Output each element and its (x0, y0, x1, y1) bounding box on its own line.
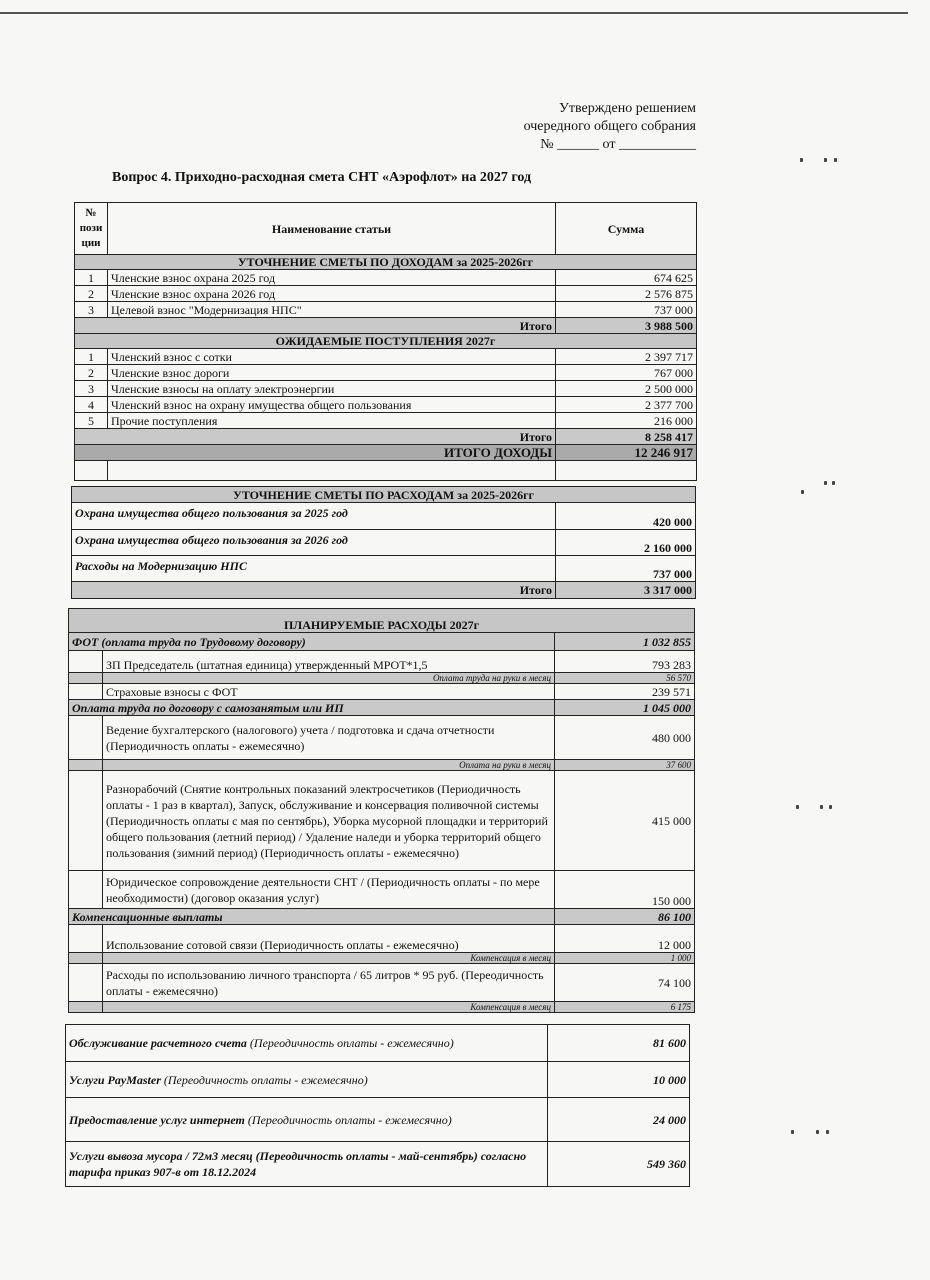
total-label: Итого (72, 582, 556, 599)
row-sum: 480 000 (555, 716, 695, 760)
row-name: Прочие поступления (108, 413, 556, 429)
empty-cell (69, 1002, 103, 1013)
service-name (66, 1025, 548, 1062)
row-sum: 2 576 875 (556, 286, 697, 302)
row-num: 1 (75, 270, 108, 286)
monthly-value: 6 175 (555, 1002, 695, 1013)
table-row (69, 964, 695, 1002)
scan-speck (826, 1130, 829, 1134)
group-name: ФОТ (оплата труда по Трудовому договору) (69, 633, 555, 651)
scan-speck (824, 481, 827, 485)
scan-speck (800, 158, 803, 162)
table-row (72, 530, 696, 556)
section-title: УТОЧНЕНИЕ СМЕТЫ ПО ДОХОДАМ за 2025-2026гг (75, 255, 697, 270)
row-sum: 2 377 700 (556, 397, 697, 413)
scan-speck (796, 805, 799, 809)
total-sum: 3 317 000 (556, 582, 696, 599)
empty-cell (69, 771, 103, 871)
service-title: Услуги PayMaster (69, 1072, 161, 1087)
group-row-fot (69, 633, 695, 651)
group-sum: 86 100 (555, 909, 695, 925)
row-name: Юридическое сопровождение деятельности СНТ / (Периодичность оплаты - по мере необходимости) (договор оказания услуг) (103, 871, 555, 909)
row-num: 3 (75, 302, 108, 318)
empty-cell (556, 461, 697, 481)
row-num: 5 (75, 413, 108, 429)
approval-block (480, 100, 696, 154)
group-sum: 1 045 000 (555, 700, 695, 716)
empty-cell (69, 716, 103, 760)
approval-line-2: очередного общего собрания (523, 119, 696, 134)
table-row (72, 556, 696, 582)
monthly-value: 37 600 (555, 760, 695, 771)
section-income-expected (75, 334, 697, 349)
group-name: Оплата труда по договору с самозанятым или ИП (69, 700, 555, 716)
row-sum: 74 100 (555, 964, 695, 1002)
total-sum: 8 258 417 (556, 429, 697, 445)
row-name: Страховые взносы с ФОТ (103, 684, 555, 700)
row-num: 3 (75, 381, 108, 397)
scan-speck (801, 490, 804, 494)
empty-cell (69, 684, 103, 700)
table-row (75, 365, 697, 381)
monthly-label: Компенсация в месяц (103, 953, 555, 964)
section-title: ПЛАНИРУЕМЫЕ РАСХОДЫ 2027г (69, 609, 695, 633)
scan-speck (824, 158, 827, 162)
service-name (66, 1062, 548, 1098)
monthly-value: 56 570 (555, 673, 695, 684)
row-sum: 150 000 (555, 871, 695, 909)
row-sum: 737 000 (556, 556, 696, 582)
table-row (69, 771, 695, 871)
section-expense-refine (72, 487, 696, 503)
service-sum: 549 360 (548, 1142, 690, 1187)
service-sum: 10 000 (548, 1062, 690, 1098)
empty-cell (69, 925, 103, 953)
table-row (69, 651, 695, 673)
row-name: ЗП Председатель (штатная единица) утвержденный МРОТ*1,5 (103, 651, 555, 673)
total-sum: 3 988 500 (556, 318, 697, 334)
section-planned (69, 609, 695, 633)
income-table (74, 202, 697, 481)
monthly-row (69, 953, 695, 964)
table-header (75, 203, 697, 255)
monthly-label: Компенсация в месяц (103, 1002, 555, 1013)
service-name (66, 1142, 548, 1187)
empty-cell (69, 760, 103, 771)
header-num: № пози ции (75, 203, 108, 255)
service-row (66, 1062, 690, 1098)
scan-speck (820, 805, 823, 809)
service-sum: 24 000 (548, 1098, 690, 1142)
service-period: (Переодичность оплаты - ежемесячно) (246, 1036, 454, 1050)
services-table (65, 1024, 690, 1187)
table-row (69, 716, 695, 760)
service-title: Обслуживание расчетного счета (69, 1036, 247, 1050)
monthly-label: Оплата труда на руки в месяц (103, 673, 555, 684)
table-row (75, 302, 697, 318)
monthly-row (69, 760, 695, 771)
service-period: (Переодичность оплаты - ежемесячно) (160, 1072, 368, 1087)
table-row (69, 925, 695, 953)
monthly-label: Оплата на руки в месяц (103, 760, 555, 771)
row-name: Целевой взнос "Модернизация НПС" (108, 302, 556, 318)
approval-line-3: № ______ от ___________ (540, 137, 696, 152)
service-title: Предоставление услуг интернет (69, 1112, 245, 1127)
approval-line-1: Утверждено решением (558, 101, 696, 116)
planned-expenses-table (68, 608, 695, 1013)
table-row (75, 381, 697, 397)
row-name: Ведение бухгалтерского (налогового) учета / подготовка и сдача отчетности (Периодичность оплаты - ежемесячно) (103, 716, 555, 760)
group-row-compensation (69, 909, 695, 925)
expense-refine-table (71, 486, 696, 599)
scan-speck (829, 805, 832, 809)
grand-total-label: ИТОГО ДОХОДЫ (75, 445, 556, 461)
empty-cell (69, 964, 103, 1002)
document-title: Вопрос 4. Приходно-расходная смета СНТ «Аэрофлот» на 2027 год (112, 170, 532, 185)
grand-total-sum: 12 246 917 (556, 445, 697, 461)
monthly-row (69, 1002, 695, 1013)
group-name: Компенсационные выплаты (69, 909, 555, 925)
service-title: Услуги вывоза мусора / 72м3 месяц (Переодичность оплаты - май-сентябрь) согласно тарифа приказ 907-в от 18.12.2024 (69, 1149, 527, 1179)
service-sum: 81 600 (548, 1025, 690, 1062)
table-row (75, 413, 697, 429)
row-sum: 12 000 (555, 925, 695, 953)
grand-total-row (75, 445, 697, 461)
row-sum: 737 000 (556, 302, 697, 318)
table-row (75, 286, 697, 302)
table-row (69, 684, 695, 700)
service-period: (Переодичность оплаты - ежемесячно) (244, 1112, 452, 1127)
row-name: Разнорабочий (Снятие контрольных показаний электросчетиков (Периодичность оплаты - 1 раз в квартал), Запуск, обслуживание и консервация поливочной системы (Периодичность оплаты с мая по сентябрь), Уборка мусорной площадки и территорий общего пользования (летний период) / Удаление наледи и уборка территорий общего пользования (зимний период) (Периодичность оплаты - ежемесячно) (103, 771, 555, 871)
top-rule (0, 12, 908, 14)
row-name: Охрана имущества общего пользования за 2025 год (72, 503, 556, 530)
total-label: Итого (75, 429, 556, 445)
header-sum: Сумма (556, 203, 697, 255)
section-title: ОЖИДАЕМЫЕ ПОСТУПЛЕНИЯ 2027г (75, 334, 697, 349)
row-sum: 793 283 (555, 651, 695, 673)
scan-speck (791, 1130, 794, 1134)
row-name: Членский взнос с сотки (108, 349, 556, 365)
total-row (72, 582, 696, 599)
row-name: Членские взнос охрана 2026 год (108, 286, 556, 302)
row-name: Расходы по использованию личного транспорта / 65 литров * 95 руб. (Переодичность оплаты - ежемесячно) (103, 964, 555, 1002)
total-label: Итого (75, 318, 556, 334)
group-sum: 1 032 855 (555, 633, 695, 651)
total-row (75, 318, 697, 334)
table-row (69, 871, 695, 909)
row-name: Использование сотовой связи (Периодичность оплаты - ежемесячно) (103, 925, 555, 953)
empty-cell (108, 461, 556, 481)
empty-cell (69, 871, 103, 909)
section-income-refine (75, 255, 697, 270)
monthly-value: 1 000 (555, 953, 695, 964)
scan-speck (834, 158, 837, 162)
row-sum: 415 000 (555, 771, 695, 871)
row-num: 1 (75, 349, 108, 365)
row-name: Членские взнос охрана 2025 год (108, 270, 556, 286)
table-row (75, 270, 697, 286)
empty-cell (69, 953, 103, 964)
scan-speck (832, 481, 835, 485)
empty-cell (69, 651, 103, 673)
row-name: Членский взнос на охрану имущества общего пользования (108, 397, 556, 413)
row-sum: 2 500 000 (556, 381, 697, 397)
section-title: УТОЧНЕНИЕ СМЕТЫ ПО РАСХОДАМ за 2025-2026гг (72, 487, 696, 503)
row-num: 2 (75, 286, 108, 302)
row-sum: 2 160 000 (556, 530, 696, 556)
row-name: Членские взносы на оплату электроэнергии (108, 381, 556, 397)
service-row (66, 1098, 690, 1142)
table-row (75, 397, 697, 413)
scan-speck (816, 1130, 819, 1134)
service-name (66, 1098, 548, 1142)
row-sum: 420 000 (556, 503, 696, 530)
row-name: Охрана имущества общего пользования за 2026 год (72, 530, 556, 556)
row-sum: 2 397 717 (556, 349, 697, 365)
service-row (66, 1025, 690, 1062)
empty-cell (75, 461, 108, 481)
empty-cell (69, 673, 103, 684)
row-sum: 674 625 (556, 270, 697, 286)
table-row (72, 503, 696, 530)
row-name: Членские взнос дороги (108, 365, 556, 381)
row-sum: 216 000 (556, 413, 697, 429)
row-num: 2 (75, 365, 108, 381)
monthly-row (69, 673, 695, 684)
service-row (66, 1142, 690, 1187)
header-name: Наименование статьи (108, 203, 556, 255)
total-row (75, 429, 697, 445)
empty-row (75, 461, 697, 481)
group-row-contract (69, 700, 695, 716)
row-name: Расходы на Модернизацию НПС (72, 556, 556, 582)
row-sum: 767 000 (556, 365, 697, 381)
row-num: 4 (75, 397, 108, 413)
table-row (75, 349, 697, 365)
row-sum: 239 571 (555, 684, 695, 700)
